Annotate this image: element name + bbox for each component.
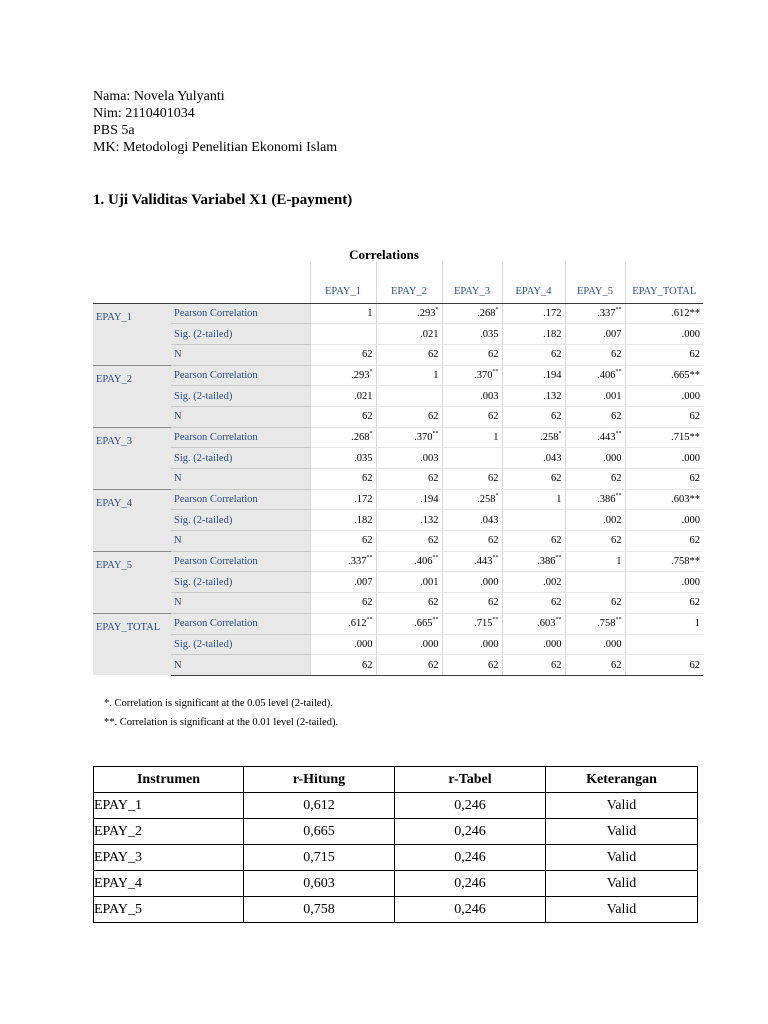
column-header: EPAY_1 xyxy=(310,262,376,303)
value-text: .603 xyxy=(537,618,556,630)
correlation-value xyxy=(502,551,565,572)
significance-mark: * xyxy=(369,430,373,437)
value-text: .406 xyxy=(597,369,616,381)
significance-mark: ** xyxy=(615,493,622,500)
significance-mark: ** xyxy=(615,617,622,624)
summary-header-cell: Keterangan xyxy=(546,767,698,793)
value-text: .268 xyxy=(477,307,496,319)
note-001: **. Correlation is significant at the 0.01 level (2-tailed). xyxy=(104,717,339,728)
significance-mark: * xyxy=(495,493,499,500)
summary-cell: 0,246 xyxy=(395,793,546,819)
correlation-value: .000 xyxy=(625,448,703,469)
correlation-value xyxy=(625,634,703,655)
correlation-value xyxy=(502,365,565,386)
correlation-value: 62 xyxy=(376,406,442,427)
summary-row xyxy=(94,845,698,871)
value-text: .612** xyxy=(671,307,700,319)
correlation-value xyxy=(310,303,376,324)
correlation-row xyxy=(93,406,703,427)
correlation-value: .002 xyxy=(502,572,565,593)
summary-cell: 0,246 xyxy=(395,819,546,845)
correlation-value xyxy=(442,365,502,386)
correlation-value: .002 xyxy=(565,510,625,531)
correlation-value xyxy=(625,427,703,448)
significance-mark: ** xyxy=(492,617,499,624)
correlation-value: .132 xyxy=(502,386,565,407)
correlation-value xyxy=(625,303,703,324)
correlation-value: 62 xyxy=(502,531,565,552)
correlation-value xyxy=(565,365,625,386)
statistic-label: N xyxy=(171,593,310,614)
correlation-value: .000 xyxy=(625,510,703,531)
correlation-value: .182 xyxy=(502,324,565,345)
correlation-value: .043 xyxy=(502,448,565,469)
value-text: 1 xyxy=(616,556,622,568)
correlation-value xyxy=(502,510,565,531)
correlation-value: 62 xyxy=(376,469,442,490)
correlations-table xyxy=(93,262,703,676)
correlation-value: 62 xyxy=(310,531,376,552)
correlation-value: 62 xyxy=(310,469,376,490)
correlation-value xyxy=(625,365,703,386)
variable-label: EPAY_5 xyxy=(93,551,171,613)
summary-cell: Valid xyxy=(546,819,698,845)
significance-mark: ** xyxy=(432,617,439,624)
correlation-value: 62 xyxy=(565,655,625,676)
summary-row xyxy=(94,793,698,819)
value-text: 1 xyxy=(556,494,562,506)
correlation-value: 62 xyxy=(310,655,376,676)
summary-cell: 0,246 xyxy=(395,845,546,871)
correlation-row xyxy=(93,572,703,593)
statistic-label: Sig. (2-tailed) xyxy=(171,510,310,531)
correlation-value xyxy=(565,303,625,324)
value-text: .337 xyxy=(597,307,616,319)
correlation-value xyxy=(442,303,502,324)
correlation-value: 62 xyxy=(565,531,625,552)
value-text: .715** xyxy=(671,431,700,443)
correlation-value: .000 xyxy=(625,572,703,593)
correlation-value xyxy=(565,427,625,448)
correlation-value xyxy=(565,572,625,593)
correlation-row xyxy=(93,324,703,345)
value-text: .370 xyxy=(414,431,433,443)
variable-label: EPAY_1 xyxy=(93,303,171,365)
statistic-label: Pearson Correlation xyxy=(171,489,310,510)
correlation-value xyxy=(442,448,502,469)
student-name: Nama: Novela Yulyanti xyxy=(93,89,225,104)
correlation-value xyxy=(310,613,376,634)
value-text: .443 xyxy=(474,556,493,568)
summary-cell: EPAY_2 xyxy=(94,819,244,845)
correlation-value: 62 xyxy=(442,406,502,427)
correlation-value: .000 xyxy=(625,324,703,345)
correlation-row xyxy=(93,655,703,676)
correlations-header-row xyxy=(93,262,703,303)
correlation-value: .001 xyxy=(376,572,442,593)
correlation-value xyxy=(502,489,565,510)
course-name: MK: Metodologi Penelitian Ekonomi Islam xyxy=(93,140,338,155)
correlation-row xyxy=(93,531,703,552)
correlation-value: 62 xyxy=(625,593,703,614)
significance-mark: ** xyxy=(492,368,499,375)
correlation-value: .001 xyxy=(565,386,625,407)
statistic-label: Pearson Correlation xyxy=(171,613,310,634)
correlation-value xyxy=(310,551,376,572)
summary-cell: 0,758 xyxy=(244,897,395,923)
correlation-value xyxy=(376,365,442,386)
correlation-row xyxy=(93,386,703,407)
correlation-row xyxy=(93,613,703,634)
significance-mark: * xyxy=(435,306,439,313)
correlation-value xyxy=(310,489,376,510)
summary-row xyxy=(94,897,698,923)
correlations-table-wrapper xyxy=(93,262,703,676)
summary-cell: 0,612 xyxy=(244,793,395,819)
correlation-value: 62 xyxy=(310,344,376,365)
correlation-value xyxy=(502,303,565,324)
section-title: 1. Uji Validitas Variabel X1 (E-payment) xyxy=(93,192,353,208)
correlation-row xyxy=(93,469,703,490)
statistic-label: Pearson Correlation xyxy=(171,427,310,448)
correlation-value xyxy=(310,365,376,386)
correlation-value: .021 xyxy=(310,386,376,407)
correlation-value: 62 xyxy=(625,469,703,490)
significance-mark: * xyxy=(558,430,562,437)
value-text: .172 xyxy=(543,307,562,319)
statistic-label: N xyxy=(171,531,310,552)
value-text: .337 xyxy=(348,556,367,568)
value-text: .268 xyxy=(351,431,370,443)
significance-mark: ** xyxy=(555,617,562,624)
correlation-value xyxy=(625,613,703,634)
note-005: *. Correlation is significant at the 0.05 level (2-tailed). xyxy=(104,698,333,709)
summary-cell: EPAY_1 xyxy=(94,793,244,819)
summary-cell: EPAY_3 xyxy=(94,845,244,871)
significance-mark: * xyxy=(495,306,499,313)
correlation-value xyxy=(565,613,625,634)
significance-mark: ** xyxy=(432,555,439,562)
correlation-row xyxy=(93,448,703,469)
value-text: .758** xyxy=(671,556,700,568)
correlation-value: 62 xyxy=(442,344,502,365)
correlation-value: .000 xyxy=(376,634,442,655)
correlation-value: 62 xyxy=(442,469,502,490)
header-blank xyxy=(93,262,171,303)
summary-row xyxy=(94,871,698,897)
correlation-value: 62 xyxy=(565,344,625,365)
summary-header-cell: Instrumen xyxy=(94,767,244,793)
summary-header-row xyxy=(94,767,698,793)
value-text: .715 xyxy=(474,618,493,630)
column-header: EPAY_2 xyxy=(376,262,442,303)
correlation-notes xyxy=(104,694,338,732)
correlation-value: .000 xyxy=(442,572,502,593)
correlation-value: 62 xyxy=(502,469,565,490)
correlations-title: Correlations xyxy=(349,247,419,262)
statistic-label: Pearson Correlation xyxy=(171,365,310,386)
value-text: .612 xyxy=(348,618,367,630)
correlation-value: 62 xyxy=(376,531,442,552)
statistic-label: Sig. (2-tailed) xyxy=(171,572,310,593)
significance-mark: ** xyxy=(432,430,439,437)
correlation-value xyxy=(565,489,625,510)
value-text: .665** xyxy=(671,369,700,381)
summary-cell: 0,603 xyxy=(244,871,395,897)
correlation-value: 62 xyxy=(625,406,703,427)
correlation-value: .000 xyxy=(310,634,376,655)
summary-cell: Valid xyxy=(546,845,698,871)
column-header: EPAY_3 xyxy=(442,262,502,303)
correlation-value: 62 xyxy=(565,469,625,490)
value-text: .386 xyxy=(597,494,616,506)
statistic-label: N xyxy=(171,655,310,676)
correlation-value xyxy=(310,324,376,345)
correlation-value xyxy=(502,427,565,448)
value-text: 1 xyxy=(694,618,700,630)
summary-cell: Valid xyxy=(546,871,698,897)
significance-mark: ** xyxy=(555,555,562,562)
correlation-value: .000 xyxy=(442,634,502,655)
correlation-value: 62 xyxy=(310,593,376,614)
summary-header-cell: r-Tabel xyxy=(395,767,546,793)
summary-cell: EPAY_4 xyxy=(94,871,244,897)
statistic-label: Pearson Correlation xyxy=(171,303,310,324)
correlation-value: 62 xyxy=(502,593,565,614)
correlation-value xyxy=(376,427,442,448)
summary-cell: Valid xyxy=(546,793,698,819)
correlation-value xyxy=(502,613,565,634)
correlation-value xyxy=(442,489,502,510)
summary-cell: EPAY_5 xyxy=(94,897,244,923)
correlation-value xyxy=(442,551,502,572)
correlation-value xyxy=(376,303,442,324)
correlation-value: .003 xyxy=(376,448,442,469)
statistic-label: N xyxy=(171,469,310,490)
value-text: .194 xyxy=(543,369,562,381)
value-text: 1 xyxy=(493,431,499,443)
significance-mark: ** xyxy=(366,555,373,562)
correlation-value: .007 xyxy=(310,572,376,593)
correlation-value: .003 xyxy=(442,386,502,407)
significance-mark: ** xyxy=(615,430,622,437)
value-text: .258 xyxy=(540,431,559,443)
variable-label: EPAY_TOTAL xyxy=(93,613,171,675)
summary-cell: 0,665 xyxy=(244,819,395,845)
column-header: EPAY_TOTAL xyxy=(625,262,703,303)
validity-summary-table xyxy=(93,766,698,923)
correlation-value: 62 xyxy=(625,531,703,552)
correlation-row xyxy=(93,489,703,510)
correlation-row xyxy=(93,365,703,386)
correlation-value xyxy=(442,613,502,634)
correlation-value: .043 xyxy=(442,510,502,531)
correlation-value: 62 xyxy=(565,406,625,427)
correlation-value xyxy=(376,613,442,634)
value-text: .293 xyxy=(351,369,370,381)
correlation-value xyxy=(310,427,376,448)
correlation-value: 62 xyxy=(502,655,565,676)
correlation-row xyxy=(93,634,703,655)
significance-mark: ** xyxy=(366,617,373,624)
summary-cell: 0,715 xyxy=(244,845,395,871)
value-text: .370 xyxy=(474,369,493,381)
correlation-value: .021 xyxy=(376,324,442,345)
correlation-value: .035 xyxy=(442,324,502,345)
correlation-value: 62 xyxy=(376,655,442,676)
correlation-row xyxy=(93,510,703,531)
statistic-label: Sig. (2-tailed) xyxy=(171,634,310,655)
correlation-value: 62 xyxy=(625,344,703,365)
correlation-value xyxy=(625,551,703,572)
value-text: .665 xyxy=(414,618,433,630)
value-text: 1 xyxy=(367,307,373,319)
correlation-value: 62 xyxy=(310,406,376,427)
correlation-value: .000 xyxy=(502,634,565,655)
summary-cell: 0,246 xyxy=(395,871,546,897)
correlation-value xyxy=(442,427,502,448)
correlation-row xyxy=(93,303,703,324)
correlation-value: 62 xyxy=(625,655,703,676)
column-header: EPAY_4 xyxy=(502,262,565,303)
column-header: EPAY_5 xyxy=(565,262,625,303)
correlation-value: 62 xyxy=(442,655,502,676)
correlation-value: 62 xyxy=(376,344,442,365)
correlation-row xyxy=(93,344,703,365)
correlation-value: .007 xyxy=(565,324,625,345)
correlation-row xyxy=(93,551,703,572)
significance-mark: * xyxy=(369,368,373,375)
correlation-value: .000 xyxy=(565,448,625,469)
significance-mark: ** xyxy=(492,555,499,562)
correlation-value: .000 xyxy=(565,634,625,655)
value-text: 1 xyxy=(433,369,439,381)
header-blank xyxy=(171,262,310,303)
correlation-value xyxy=(376,551,442,572)
correlation-value: .182 xyxy=(310,510,376,531)
value-text: .386 xyxy=(537,556,556,568)
statistic-label: N xyxy=(171,344,310,365)
variable-label: EPAY_4 xyxy=(93,489,171,551)
correlation-value: 62 xyxy=(376,593,442,614)
correlation-row xyxy=(93,593,703,614)
summary-header-cell: r-Hitung xyxy=(244,767,395,793)
correlation-value xyxy=(376,386,442,407)
statistic-label: Sig. (2-tailed) xyxy=(171,386,310,407)
value-text: .758 xyxy=(597,618,616,630)
correlation-value: 62 xyxy=(442,593,502,614)
student-class: PBS 5a xyxy=(93,123,135,138)
statistic-label: N xyxy=(171,406,310,427)
correlation-value: 62 xyxy=(442,531,502,552)
correlation-value xyxy=(625,489,703,510)
correlation-value: 62 xyxy=(502,344,565,365)
summary-cell: Valid xyxy=(546,897,698,923)
correlation-value xyxy=(565,551,625,572)
variable-label: EPAY_2 xyxy=(93,365,171,427)
correlation-value: .035 xyxy=(310,448,376,469)
summary-cell: 0,246 xyxy=(395,897,546,923)
correlation-value: 62 xyxy=(502,406,565,427)
value-text: .258 xyxy=(477,494,496,506)
statistic-label: Sig. (2-tailed) xyxy=(171,448,310,469)
statistic-label: Sig. (2-tailed) xyxy=(171,324,310,345)
value-text: .406 xyxy=(414,556,433,568)
value-text: .293 xyxy=(417,307,436,319)
correlation-value: .000 xyxy=(625,386,703,407)
correlation-value: .132 xyxy=(376,510,442,531)
value-text: .194 xyxy=(420,494,439,506)
summary-row xyxy=(94,819,698,845)
variable-label: EPAY_3 xyxy=(93,427,171,489)
student-info xyxy=(93,88,337,156)
value-text: .172 xyxy=(354,494,373,506)
significance-mark: ** xyxy=(615,306,622,313)
value-text: .443 xyxy=(597,431,616,443)
correlation-value: 62 xyxy=(565,593,625,614)
value-text: .603** xyxy=(671,494,700,506)
correlation-value xyxy=(376,489,442,510)
significance-mark: ** xyxy=(615,368,622,375)
statistic-label: Pearson Correlation xyxy=(171,551,310,572)
correlation-row xyxy=(93,427,703,448)
student-nim: Nim: 2110401034 xyxy=(93,106,195,121)
